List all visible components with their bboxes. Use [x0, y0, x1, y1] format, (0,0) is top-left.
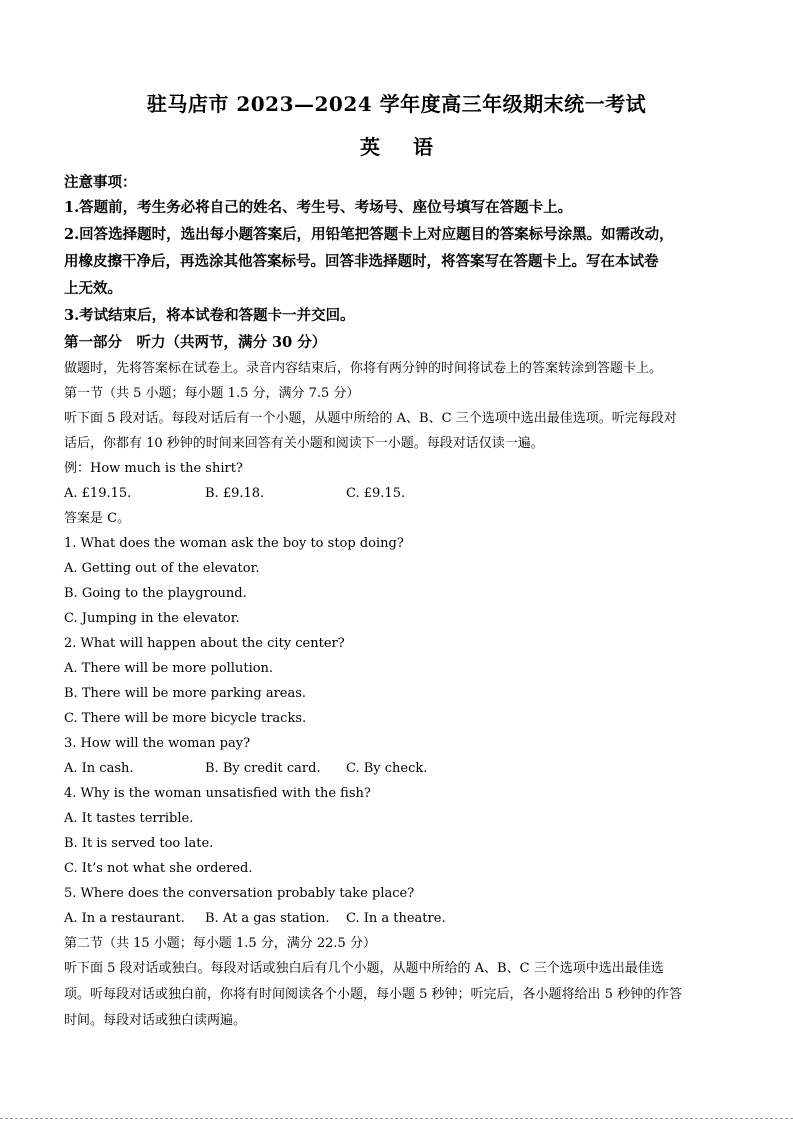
example-option-a: A. £19.15.	[64, 486, 132, 501]
question-4: 4. Why is the woman unsatisfied with the fish?	[64, 786, 371, 801]
part1-instruction: 做题时，先将答案标在试卷上。录音内容结束后，你将有两分钟的时间将试卷上的答案转涂到答题卡上。	[64, 361, 663, 376]
question-3-option-b: B. By credit card.	[205, 761, 321, 776]
example-options	[64, 481, 728, 506]
question-3: 3. How will the woman pay?	[64, 736, 251, 751]
note-item-3: 3.考试结束后，将本试卷和答题卡一并交回。	[64, 307, 355, 324]
section1-heading: 第一节（共 5 小题；每小题 1.5 分，满分 7.5 分）	[64, 386, 360, 401]
section1-instruction-line-2: 话后，你都有 10 秒钟的时间来回答有关小题和阅读下一小题。每段对话仅读一遍。	[64, 436, 544, 451]
question-2: 2. What will happen about the city center?	[64, 636, 345, 651]
question-4-option-c: C. It’s not what she ordered.	[64, 861, 253, 876]
page-bottom-divider	[0, 1118, 793, 1119]
question-3-option-a: A. In cash.	[64, 761, 134, 776]
part1-heading: 第一部分 听力（共两节，满分 30 分）	[64, 334, 327, 351]
question-3-option-c: C. By check.	[346, 761, 428, 776]
question-5: 5. Where does the conversation probably take place?	[64, 886, 415, 901]
example-answer: 答案是 C。	[64, 511, 131, 526]
example-question: 例：How much is the shirt?	[64, 461, 243, 476]
question-1-option-c: C. Jumping in the elevator.	[64, 611, 240, 626]
note-item-1: 1.答题前，考生务必将自己的姓名、考生号、考场号、座位号填写在答题卡上。	[64, 199, 573, 216]
example-option-b: B. £9.18.	[205, 486, 265, 501]
question-1-option-a: A. Getting out of the elevator.	[64, 561, 260, 576]
section2-instruction-line-1: 听下面 5 段对话或独白。每段对话或独白后有几个小题，从题中所给的 A、B、C 三个选项中选出最佳选	[64, 961, 664, 976]
question-5-options	[64, 906, 728, 931]
question-5-option-b: B. At a gas station.	[205, 911, 330, 926]
section2-instruction-line-2: 项。听每段对话或独白前，你将有时间阅读各个小题，每小题 5 秒钟；听完后，各小题将给出 5 秒钟的作答	[64, 987, 683, 1002]
question-1: 1. What does the woman ask the boy to stop doing?	[64, 536, 404, 551]
question-3-options	[64, 756, 728, 781]
example-option-c: C. £9.15.	[346, 486, 406, 501]
note-item-2-line-3: 上无效。	[64, 280, 122, 297]
exam-title: 驻马店市 2023—2024 学年度高三年级期末统一考试	[146, 92, 647, 116]
note-item-2-line-2: 用橡皮擦干净后，再选涂其他答案标号。回答非选择题时，将答案写在答题卡上。写在本试卷	[64, 253, 659, 270]
question-5-option-a: A. In a restaurant.	[64, 911, 185, 926]
question-2-option-b: B. There will be more parking areas.	[64, 686, 307, 701]
question-2-option-c: C. There will be more bicycle tracks.	[64, 711, 307, 726]
question-5-option-c: C. In a theatre.	[346, 911, 446, 926]
subject-title: 英 语	[360, 135, 433, 159]
question-4-option-a: A. It tastes terrible.	[64, 811, 194, 826]
note-item-2-line-1: 2.回答选择题时，选出每小题答案后，用铅笔把答题卡上对应题目的答案标号涂黑。如需改动，	[64, 226, 674, 243]
notes-heading: 注意事项：	[64, 174, 137, 191]
section1-instruction-line-1: 听下面 5 段对话。每段对话后有一个小题，从题中所给的 A、B、C 三个选项中选出最佳选项。听完每段对	[64, 411, 677, 426]
exam-content	[64, 172, 728, 1034]
section2-instruction-line-3: 时间。每段对话或独白读两遍。	[64, 1013, 247, 1028]
question-4-option-b: B. It is served too late.	[64, 836, 214, 851]
question-1-option-b: B. Going to the playground.	[64, 586, 247, 601]
section2-heading: 第二节（共 15 小题；每小题 1.5 分，满分 22.5 分）	[64, 936, 376, 951]
question-2-option-a: A. There will be more pollution.	[64, 661, 274, 676]
